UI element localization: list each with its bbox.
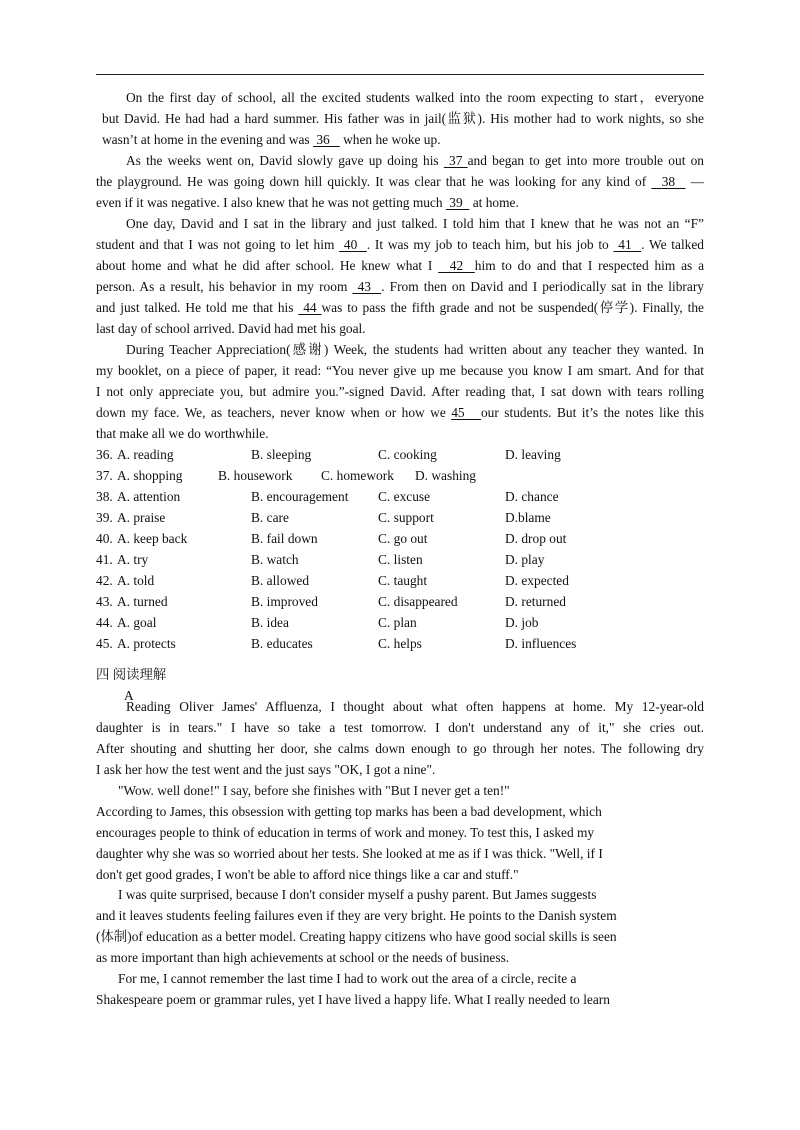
answer-blank: 40 bbox=[339, 237, 367, 252]
line-text: I not only appreciate you, but admire you.”-signed David. After reading that, I sat down with tears rolling bbox=[96, 384, 704, 399]
line-text: daughter why she was so worried about her tests. She looked at me as if I was thick. "Well, if I bbox=[96, 846, 603, 861]
answer-option: D. leaving bbox=[505, 447, 561, 462]
cloze-line bbox=[126, 214, 704, 234]
question-number: 37. bbox=[96, 468, 113, 483]
line-text: and it leaves students feeling failures even if they are very bright. He points to the Danish system bbox=[96, 908, 617, 923]
cloze-line bbox=[96, 277, 704, 297]
answer-option: C. cooking bbox=[378, 447, 437, 462]
cloze-line bbox=[96, 298, 704, 318]
answer-option: C. support bbox=[378, 510, 434, 525]
answer-option: D. play bbox=[505, 552, 545, 567]
question-number: 36. bbox=[96, 447, 113, 462]
line-text: One day, David and I sat in the library and just talked. I told him that I knew that he was not an “F” bbox=[126, 216, 704, 231]
line-text: — bbox=[685, 174, 704, 189]
answer-option: B. care bbox=[251, 510, 289, 525]
cloze-line bbox=[96, 424, 269, 444]
line-text: I was quite surprised, because I don't consider myself a pushy parent. But James suggests bbox=[118, 887, 597, 902]
line-text: but David. He had had a hard summer. His father was in jail(监狱). His mother had to work nights, so she bbox=[102, 111, 704, 126]
answer-option: C. taught bbox=[378, 573, 428, 588]
answer-blank: 41 bbox=[613, 237, 642, 252]
reading-line bbox=[96, 823, 594, 843]
reading-line bbox=[96, 760, 435, 780]
line-text: encourages people to think of education in terms of work and money. To test this, I asked my bbox=[96, 825, 595, 840]
answer-option: C. helps bbox=[378, 636, 422, 651]
answer-option: A. attention bbox=[117, 489, 181, 504]
question-number: 44. bbox=[96, 615, 113, 630]
answer-option: A. told bbox=[117, 573, 155, 588]
line-text: him to do and that I respected him as a bbox=[474, 258, 705, 273]
line-text: During Teacher Appreciation(感谢) Week, the students had written about any teacher they wanted. In bbox=[126, 342, 704, 357]
line-text: as more important than high achievements at school or the needs of business. bbox=[96, 950, 510, 965]
question-number: 41. bbox=[96, 552, 113, 567]
line-text: when he woke up. bbox=[339, 132, 441, 147]
answer-option: A. keep back bbox=[117, 531, 188, 546]
answer-option: A. try bbox=[117, 552, 149, 567]
question-number: 39. bbox=[96, 510, 113, 525]
line-text: After shouting and shutting her door, she calms down enough to go through her notes. The following dry bbox=[96, 741, 704, 756]
answer-option: B. improved bbox=[251, 594, 318, 609]
answer-blank: 38 bbox=[651, 174, 686, 189]
cloze-line bbox=[126, 151, 704, 171]
question-number: 38. bbox=[96, 489, 113, 504]
line-text: (体制)of education as a better model. Creating happy citizens who have good social skills is seen bbox=[96, 929, 617, 944]
cloze-line bbox=[102, 109, 704, 129]
answer-option: D. chance bbox=[505, 489, 559, 504]
answer-option: C. homework bbox=[321, 468, 394, 483]
line-text: . From then on David and I periodically sat in the library bbox=[381, 279, 704, 294]
answer-blank: 43 bbox=[352, 279, 382, 294]
reading-line bbox=[118, 781, 510, 801]
reading-line bbox=[96, 906, 617, 926]
reading-line bbox=[96, 802, 602, 822]
passage-label: A bbox=[124, 688, 134, 703]
line-text: student and that I was not going to let him bbox=[96, 237, 340, 252]
question-number: 45. bbox=[96, 636, 113, 651]
line-text: our students. But it’s the notes like this bbox=[480, 405, 705, 420]
cloze-line bbox=[96, 403, 704, 423]
answer-option: A. turned bbox=[117, 594, 168, 609]
answer-blank: 39 bbox=[445, 195, 470, 210]
line-text: about home and what he did after school. He knew what I bbox=[96, 258, 439, 273]
answer-option: B. allowed bbox=[251, 573, 310, 588]
line-text: last day of school arrived. David had met his goal. bbox=[96, 321, 366, 336]
answer-option: B. encouragement bbox=[251, 489, 349, 504]
answer-option: B. watch bbox=[251, 552, 299, 567]
question-number: 42. bbox=[96, 573, 113, 588]
line-text: the playground. He was going down hill quickly. It was clear that he was looking for any kind of bbox=[96, 174, 652, 189]
reading-line bbox=[96, 844, 603, 864]
cloze-line bbox=[96, 361, 704, 381]
answer-option: D. job bbox=[505, 615, 539, 630]
line-text: down my face. We, as teachers, never know when or how we bbox=[96, 405, 452, 420]
line-text: at home. bbox=[469, 195, 519, 210]
line-text: daughter is in tears." I have so take a test tomorrow. I don't understand any of it," she cries out. bbox=[96, 720, 704, 735]
line-text: For me, I cannot remember the last time I had to work out the area of a circle, recite a bbox=[118, 971, 577, 986]
answer-option: D. expected bbox=[505, 573, 569, 588]
answer-option: B. educates bbox=[251, 636, 313, 651]
answer-option: D. drop out bbox=[505, 531, 567, 546]
reading-line bbox=[96, 739, 704, 759]
answer-option: B. idea bbox=[251, 615, 289, 630]
answer-option: A. praise bbox=[117, 510, 166, 525]
line-text: was to pass the fifth grade and not be suspended(停学). Finally, the bbox=[321, 300, 704, 315]
answer-blank: 36 bbox=[312, 132, 340, 147]
line-text: According to James, this obsession with getting top marks has been a bad development, which bbox=[96, 804, 602, 819]
reading-line bbox=[96, 948, 509, 968]
header-rule bbox=[96, 74, 704, 75]
answer-blank: 42 bbox=[438, 258, 475, 273]
answer-blank: 45 bbox=[451, 405, 481, 420]
reading-line bbox=[118, 969, 576, 989]
line-text: . It was my job to teach him, but his job to bbox=[366, 237, 614, 252]
question-number: 40. bbox=[96, 531, 113, 546]
cloze-line bbox=[96, 172, 704, 192]
answer-option: C. disappeared bbox=[378, 594, 458, 609]
answer-option: C. listen bbox=[378, 552, 423, 567]
answer-option: D. washing bbox=[415, 468, 476, 483]
answer-option: A. protects bbox=[117, 636, 176, 651]
line-text: and began to get into more trouble out on bbox=[467, 153, 705, 168]
line-text: Reading Oliver James' Affluenza, I thought about what often happens at home. My 12-year-old bbox=[126, 699, 704, 714]
cloze-line bbox=[96, 193, 519, 213]
answer-option: C. excuse bbox=[378, 489, 431, 504]
line-text: . We talked bbox=[641, 237, 704, 252]
line-text: and just talked. He told me that his bbox=[96, 300, 299, 315]
line-text: "Wow. well done!" I say, before she finishes with "But I never get a ten!" bbox=[118, 783, 510, 798]
answer-option: C. go out bbox=[378, 531, 428, 546]
question-number: 43. bbox=[96, 594, 113, 609]
line-text: wasn’t at home in the evening and was bbox=[102, 132, 313, 147]
cloze-line bbox=[102, 130, 441, 150]
reading-line bbox=[96, 927, 617, 947]
reading-line bbox=[96, 718, 704, 738]
answer-option: C. plan bbox=[378, 615, 417, 630]
reading-line bbox=[96, 865, 519, 885]
answer-option: B. fail down bbox=[251, 531, 318, 546]
line-text: that make all we do worthwhile. bbox=[96, 426, 269, 441]
reading-line bbox=[126, 697, 704, 717]
answer-option: A. goal bbox=[117, 615, 157, 630]
answer-option: D. returned bbox=[505, 594, 566, 609]
answer-option: D. influences bbox=[505, 636, 577, 651]
line-text: person. As a result, his behavior in my room bbox=[96, 279, 353, 294]
cloze-line bbox=[96, 256, 704, 276]
line-text: On the first day of school, all the excited students walked into the room expecting to start，everyone bbox=[126, 90, 704, 105]
line-text: As the weeks went on, David slowly gave up doing his bbox=[126, 153, 444, 168]
cloze-line bbox=[126, 340, 704, 360]
cloze-line bbox=[96, 382, 704, 402]
answer-option: A. shopping bbox=[117, 468, 183, 483]
line-text: don't get good grades, I won't be able to afford nice things like a car and stuff." bbox=[96, 867, 519, 882]
line-text: even if it was negative. I also knew that he was not getting much bbox=[96, 195, 446, 210]
line-text: Shakespeare poem or grammar rules, yet I have lived a happy life. What I really needed to learn bbox=[96, 992, 610, 1007]
answer-option: A. reading bbox=[117, 447, 174, 462]
cloze-line bbox=[96, 235, 704, 255]
answer-option: B. sleeping bbox=[251, 447, 312, 462]
cloze-line bbox=[96, 319, 366, 339]
answer-option: D.blame bbox=[505, 510, 551, 525]
answer-blank: 37 bbox=[443, 153, 468, 168]
section-heading: 四 阅读理解 bbox=[96, 667, 167, 682]
line-text: my booklet, on a piece of paper, it read: “You never give up me because you know I am smart. And for that bbox=[96, 363, 704, 378]
reading-line bbox=[118, 885, 596, 905]
cloze-line bbox=[126, 88, 704, 108]
answer-option: B. housework bbox=[218, 468, 293, 483]
answer-blank: 44 bbox=[298, 300, 322, 315]
line-text: I ask her how the test went and the just says "OK, I got a nine". bbox=[96, 762, 436, 777]
reading-line bbox=[96, 990, 610, 1010]
